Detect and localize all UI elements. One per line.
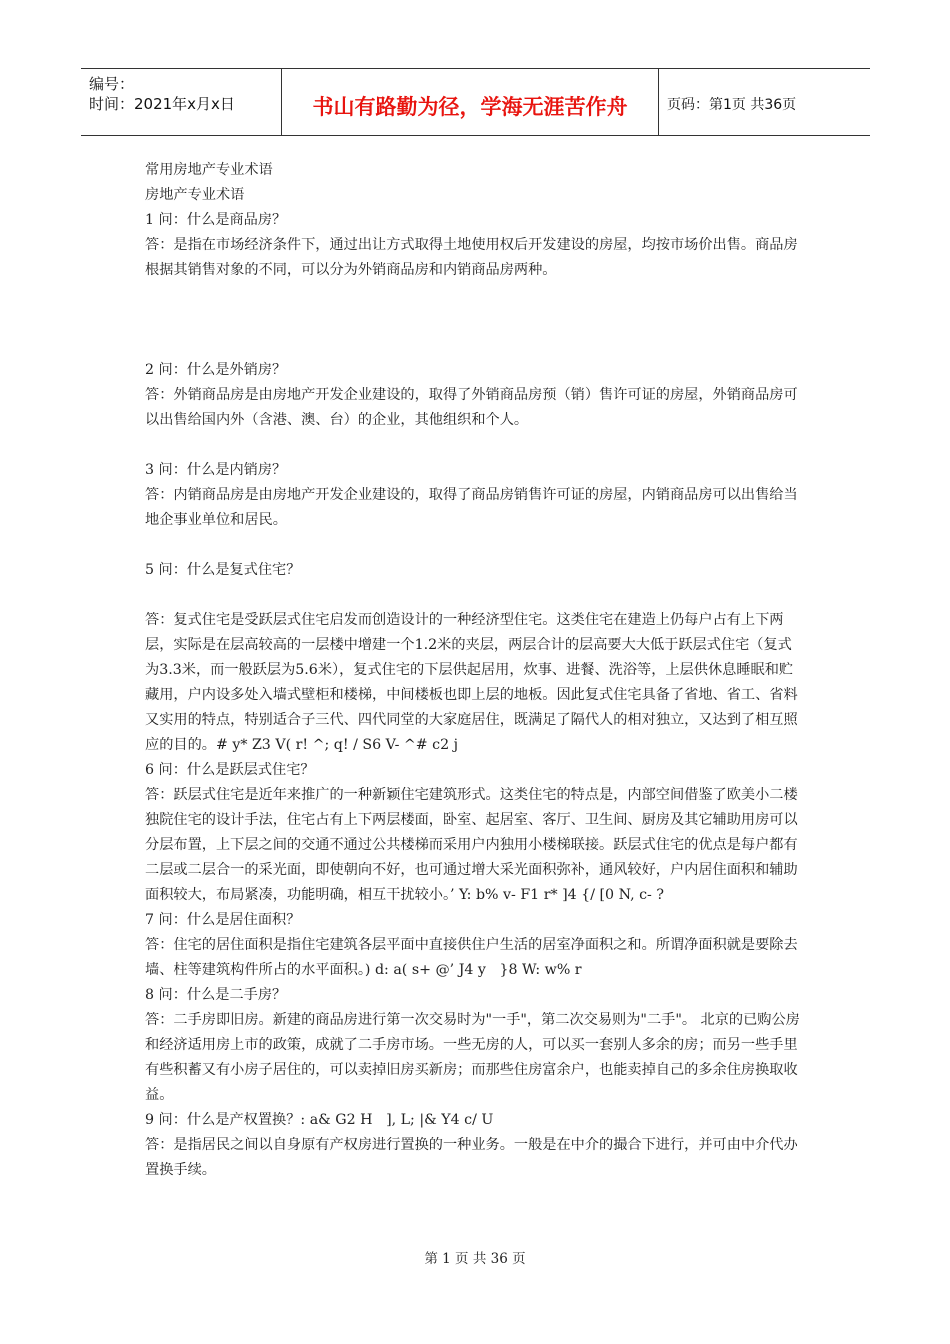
header-meta bbox=[81, 69, 282, 135]
header-page-info: 页码：第1页 共36页 bbox=[667, 97, 797, 113]
doc-title: 常用房地产专业术语 bbox=[145, 162, 273, 178]
answer-9: 答：是指居民之间以自身原有产权房进行置换的一种业务。一般是在中介的撮合下进行，并可由中介代办置换手续。 bbox=[145, 1137, 798, 1178]
question-3: 3 问：什么是内销房？ bbox=[145, 462, 287, 478]
answer-1: 答：是指在市场经济条件下，通过出让方式取得土地使用权后开发建设的房屋，均按市场价出售。商品房根据其销售对象的不同，可以分为外销商品房和内销商品房两种。 bbox=[145, 237, 798, 278]
answer-2: 答：外销商品房是由房地产开发企业建设的，取得了外销商品房预（销）售许可证的房屋，外销商品房可以出售给国内外（含港、澳、台）的企业，其他组织和个人。 bbox=[145, 387, 798, 428]
question-8: 8 问：什么是二手房？ bbox=[145, 987, 287, 1003]
document-body bbox=[145, 158, 805, 1183]
spacer bbox=[145, 583, 805, 608]
question-5: 5 问：什么是复式住宅？ bbox=[145, 562, 301, 578]
answer-5: 答：复式住宅是受跃层式住宅启发而创造设计的一种经济型住宅。这类住宅在建造上仍每户占有上下两层，实际是在层高较高的一层楼中增建一个1.2米的夹层，两层合计的层高要大大低于跃层式住宅（复式为3.3米，而一般跃层为5.6米），复式住宅的下层供起居用，炊事、进餐、洗浴等，上层供休息睡眠和贮藏用，户内设多处入墙式壁柜和楼梯，中间楼板也即上层的地板。因此复式住宅具备了省地、省工、省料又实用的特点，特别适合子三代、四代同堂的大家庭居住，既满足了隔代人的相对独立，又达到了相互照应的目的。# y* Z3 V( r! ^; q! / S6 V- ^# c2 j bbox=[145, 612, 798, 753]
header-motto: 书山有路勤为径，学海无涯苦作舟 bbox=[282, 69, 659, 135]
number-label: 编号： bbox=[89, 75, 135, 93]
page-header bbox=[81, 68, 870, 136]
answer-8: 答：二手房即旧房。新建的商品房进行第一次交易时为"一手"，第二次交易则为"二手"。 北京的已购公房和经济适用房上市的政策，成就了二手房市场。一些无房的人，可以买一套别人多余的房；而另一些手里有些积蓄又有小房子居住的，可以卖掉旧房买新房；而那些住房富余户，也能卖掉自己的多余住房换取收益。 bbox=[145, 1012, 800, 1103]
question-7: 7 问：什么是居住面积？ bbox=[145, 912, 301, 928]
question-9: 9 问：什么是产权置换？: a& G2 H ], L; |& Y4 c/ U bbox=[145, 1112, 494, 1128]
answer-6: 答：跃层式住宅是近年来推广的一种新颖住宅建筑形式。这类住宅的特点是，内部空间借鉴了欧美小二楼独院住宅的设计手法，住宅占有上下两层楼面，卧室、起居室、客厅、卫生间、厨房及其它辅助用房可以分层布置，上下层之间的交通不通过公共楼梯而采用户内独用小楼梯联接。跃层式住宅的优点是每户都有二层或二层合一的采光面，即使朝向不好，也可通过增大采光面积弥补，通风较好，户内居住面积和辅助面积较大，布局紧凑，功能明确，相互干扰较小。’ Y: b% v- F1 r* ]4 {/ [0 N, c- ? bbox=[145, 787, 798, 903]
question-2: 2 问：什么是外销房？ bbox=[145, 362, 287, 378]
question-6: 6 问：什么是跃层式住宅？ bbox=[145, 762, 315, 778]
answer-7: 答：住宅的居住面积是指住宅建筑各层平面中直接供住户生活的居室净面积之和。所谓净面积就是要除去墙、柱等建筑构件所占的水平面积。) d: a( s+ @’ J4 y }8 W: w% r bbox=[145, 937, 798, 978]
date-label: 时间：2021年x月x日 bbox=[89, 95, 235, 113]
spacer bbox=[145, 433, 805, 458]
page-footer: 第 1 页 共 36 页 bbox=[424, 1251, 526, 1267]
doc-subtitle: 房地产专业术语 bbox=[145, 187, 245, 203]
answer-3: 答：内销商品房是由房地产开发企业建设的，取得了商品房销售许可证的房屋，内销商品房可以出售给当地企事业单位和居民。 bbox=[145, 487, 798, 528]
spacer bbox=[145, 283, 805, 358]
question-1: 1 问：什么是商品房？ bbox=[145, 212, 287, 228]
spacer bbox=[145, 533, 805, 558]
